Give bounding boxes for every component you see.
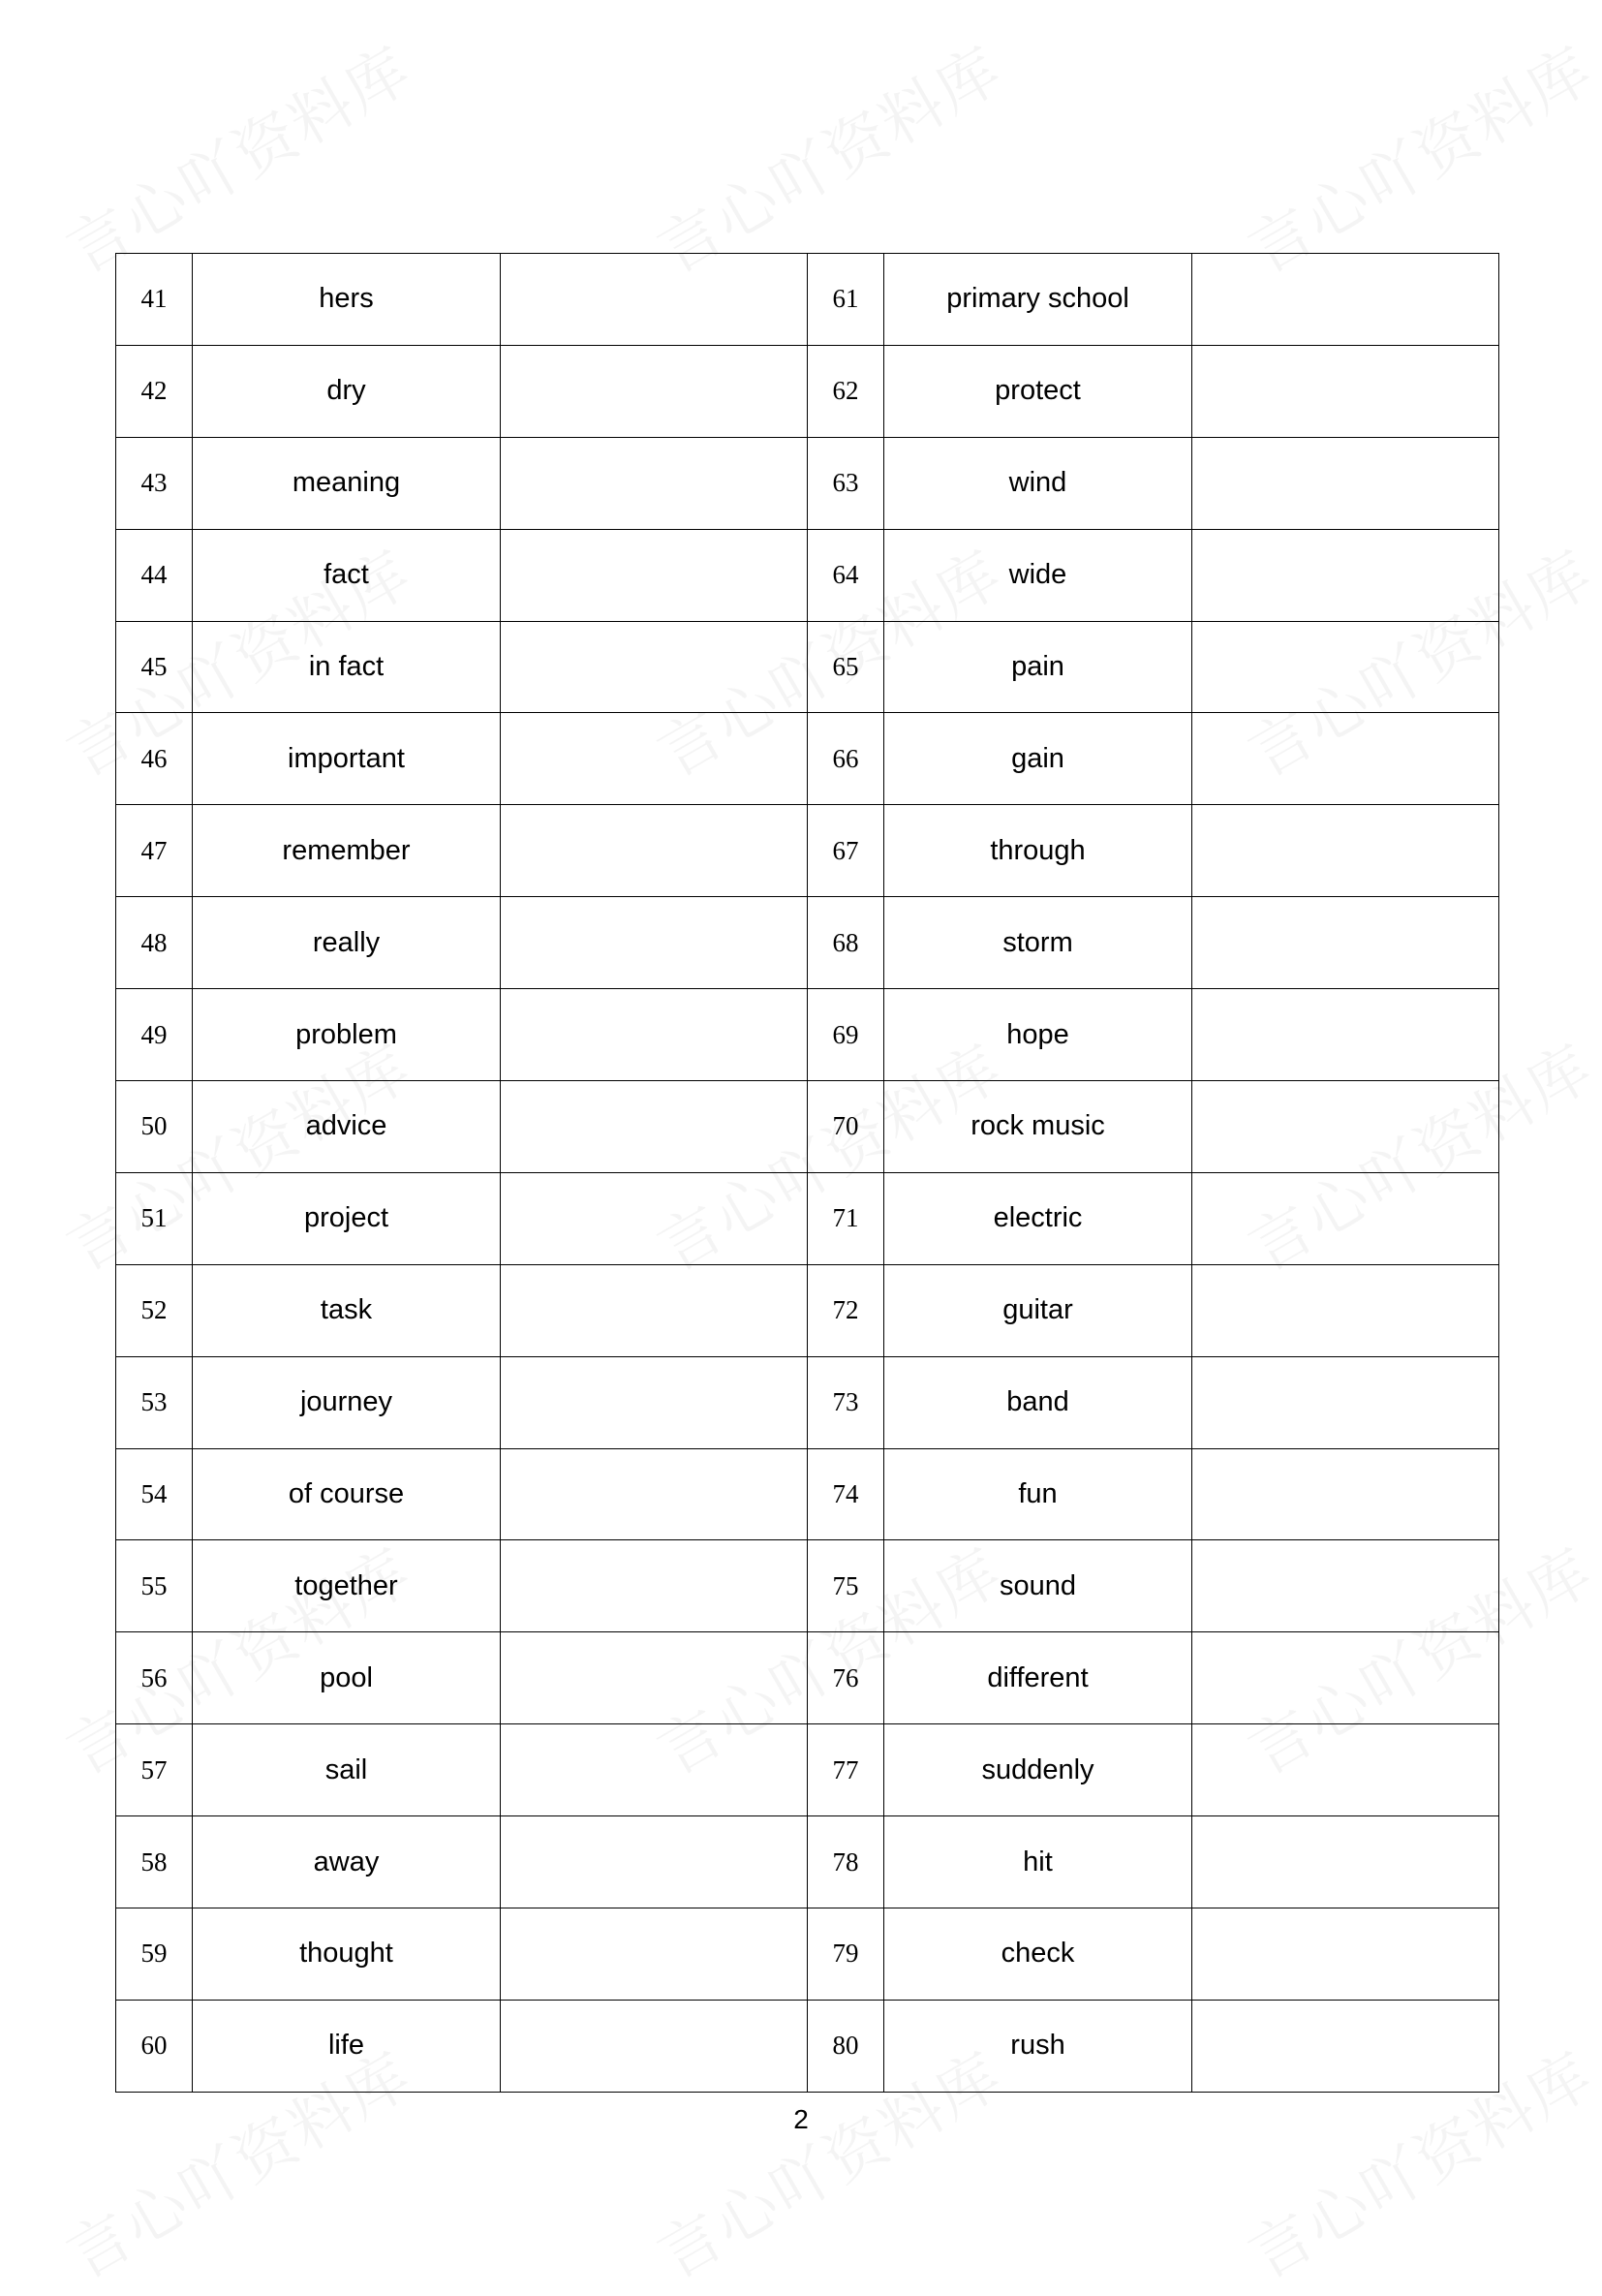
answer-cell (501, 529, 808, 621)
answer-cell (1192, 345, 1499, 437)
table-row (116, 713, 1499, 805)
vocab-word: storm (884, 897, 1192, 989)
answer-cell (1192, 2000, 1499, 2092)
answer-cell (1192, 1081, 1499, 1173)
item-number: 45 (116, 621, 193, 713)
vocab-word: together (193, 1540, 501, 1632)
item-number: 54 (116, 1448, 193, 1540)
item-number: 56 (116, 1632, 193, 1724)
vocab-word: remember (193, 805, 501, 897)
table-row (116, 1356, 1499, 1448)
watermark (639, 21, 1016, 291)
vocab-word: hope (884, 989, 1192, 1081)
table-row (116, 437, 1499, 529)
answer-cell (1192, 1724, 1499, 1816)
answer-cell (1192, 1356, 1499, 1448)
watermark (48, 21, 425, 291)
vocab-word: wide (884, 529, 1192, 621)
vocab-word: journey (193, 1356, 501, 1448)
answer-cell (501, 805, 808, 897)
vocab-word: life (193, 2000, 501, 2092)
answer-cell (501, 1724, 808, 1816)
item-number: 68 (808, 897, 884, 989)
item-number: 46 (116, 713, 193, 805)
vocab-word: fact (193, 529, 501, 621)
vocab-word: primary school (884, 254, 1192, 346)
vocab-word: important (193, 713, 501, 805)
item-number: 53 (116, 1356, 193, 1448)
table-row (116, 805, 1499, 897)
answer-cell (1192, 1448, 1499, 1540)
vocab-word: rush (884, 2000, 1192, 2092)
table-row (116, 1172, 1499, 1264)
table-row (116, 1816, 1499, 1908)
item-number: 50 (116, 1081, 193, 1173)
vocabulary-table (115, 253, 1499, 2093)
vocab-word: advice (193, 1081, 501, 1173)
page-number: 2 (793, 2104, 809, 2134)
answer-cell (501, 1540, 808, 1632)
answer-cell (501, 1448, 808, 1540)
vocab-word: electric (884, 1172, 1192, 1264)
item-number: 43 (116, 437, 193, 529)
vocab-word: meaning (193, 437, 501, 529)
answer-cell (1192, 1632, 1499, 1724)
item-number: 61 (808, 254, 884, 346)
answer-cell (501, 1081, 808, 1173)
item-number: 51 (116, 1172, 193, 1264)
vocab-word: check (884, 1908, 1192, 2001)
answer-cell (1192, 805, 1499, 897)
table-row (116, 1448, 1499, 1540)
item-number: 48 (116, 897, 193, 989)
item-number: 42 (116, 345, 193, 437)
item-number: 47 (116, 805, 193, 897)
answer-cell (1192, 1540, 1499, 1632)
item-number: 78 (808, 1816, 884, 1908)
table-row (116, 989, 1499, 1081)
vocab-word: away (193, 1816, 501, 1908)
answer-cell (1192, 989, 1499, 1081)
answer-cell (1192, 713, 1499, 805)
item-number: 72 (808, 1264, 884, 1356)
vocab-word: task (193, 1264, 501, 1356)
answer-cell (1192, 1816, 1499, 1908)
item-number: 57 (116, 1724, 193, 1816)
item-number: 58 (116, 1816, 193, 1908)
item-number: 52 (116, 1264, 193, 1356)
answer-cell (501, 1356, 808, 1448)
item-number: 77 (808, 1724, 884, 1816)
table-row (116, 1081, 1499, 1173)
answer-cell (501, 345, 808, 437)
answer-cell (1192, 1172, 1499, 1264)
item-number: 49 (116, 989, 193, 1081)
answer-cell (501, 713, 808, 805)
vocab-word: fun (884, 1448, 1192, 1540)
item-number: 44 (116, 529, 193, 621)
answer-cell (1192, 1908, 1499, 2001)
item-number: 62 (808, 345, 884, 437)
vocab-word: really (193, 897, 501, 989)
answer-cell (1192, 1264, 1499, 1356)
item-number: 73 (808, 1356, 884, 1448)
vocab-word: gain (884, 713, 1192, 805)
item-number: 69 (808, 989, 884, 1081)
watermark (1230, 21, 1602, 291)
table-row (116, 897, 1499, 989)
table-row (116, 254, 1499, 346)
answer-cell (1192, 529, 1499, 621)
vocab-word: through (884, 805, 1192, 897)
answer-cell (1192, 621, 1499, 713)
vocab-word: protect (884, 345, 1192, 437)
answer-cell (501, 897, 808, 989)
table-row (116, 621, 1499, 713)
vocab-word: problem (193, 989, 501, 1081)
vocab-word: different (884, 1632, 1192, 1724)
item-number: 64 (808, 529, 884, 621)
item-number: 55 (116, 1540, 193, 1632)
item-number: 79 (808, 1908, 884, 2001)
table-row (116, 529, 1499, 621)
vocab-word: project (193, 1172, 501, 1264)
item-number: 63 (808, 437, 884, 529)
answer-cell (1192, 437, 1499, 529)
vocab-word: pain (884, 621, 1192, 713)
table-row (116, 1264, 1499, 1356)
item-number: 74 (808, 1448, 884, 1540)
item-number: 65 (808, 621, 884, 713)
vocab-word: in fact (193, 621, 501, 713)
item-number: 59 (116, 1908, 193, 2001)
vocab-word: rock music (884, 1081, 1192, 1173)
item-number: 41 (116, 254, 193, 346)
vocab-word: pool (193, 1632, 501, 1724)
item-number: 75 (808, 1540, 884, 1632)
vocab-word: wind (884, 437, 1192, 529)
answer-cell (501, 1632, 808, 1724)
item-number: 66 (808, 713, 884, 805)
answer-cell (501, 437, 808, 529)
answer-cell (501, 254, 808, 346)
answer-cell (501, 1172, 808, 1264)
vocab-word: guitar (884, 1264, 1192, 1356)
vocab-word: sound (884, 1540, 1192, 1632)
table-row (116, 2000, 1499, 2092)
table-row (116, 1632, 1499, 1724)
item-number: 76 (808, 1632, 884, 1724)
answer-cell (501, 1264, 808, 1356)
table-row (116, 345, 1499, 437)
vocab-word: hit (884, 1816, 1192, 1908)
vocab-word: of course (193, 1448, 501, 1540)
item-number: 67 (808, 805, 884, 897)
item-number: 71 (808, 1172, 884, 1264)
vocab-word: dry (193, 345, 501, 437)
answer-cell (501, 1908, 808, 2001)
vocab-word: hers (193, 254, 501, 346)
answer-cell (501, 2000, 808, 2092)
vocab-word: band (884, 1356, 1192, 1448)
vocabulary-table-body (116, 254, 1499, 2093)
table-row (116, 1724, 1499, 1816)
table-row (116, 1908, 1499, 2001)
answer-cell (1192, 897, 1499, 989)
answer-cell (501, 1816, 808, 1908)
vocab-word: suddenly (884, 1724, 1192, 1816)
vocab-word: sail (193, 1724, 501, 1816)
item-number: 70 (808, 1081, 884, 1173)
item-number: 60 (116, 2000, 193, 2092)
item-number: 80 (808, 2000, 884, 2092)
answer-cell (501, 621, 808, 713)
table-row (116, 1540, 1499, 1632)
answer-cell (1192, 254, 1499, 346)
answer-cell (501, 989, 808, 1081)
vocab-word: thought (193, 1908, 501, 2001)
